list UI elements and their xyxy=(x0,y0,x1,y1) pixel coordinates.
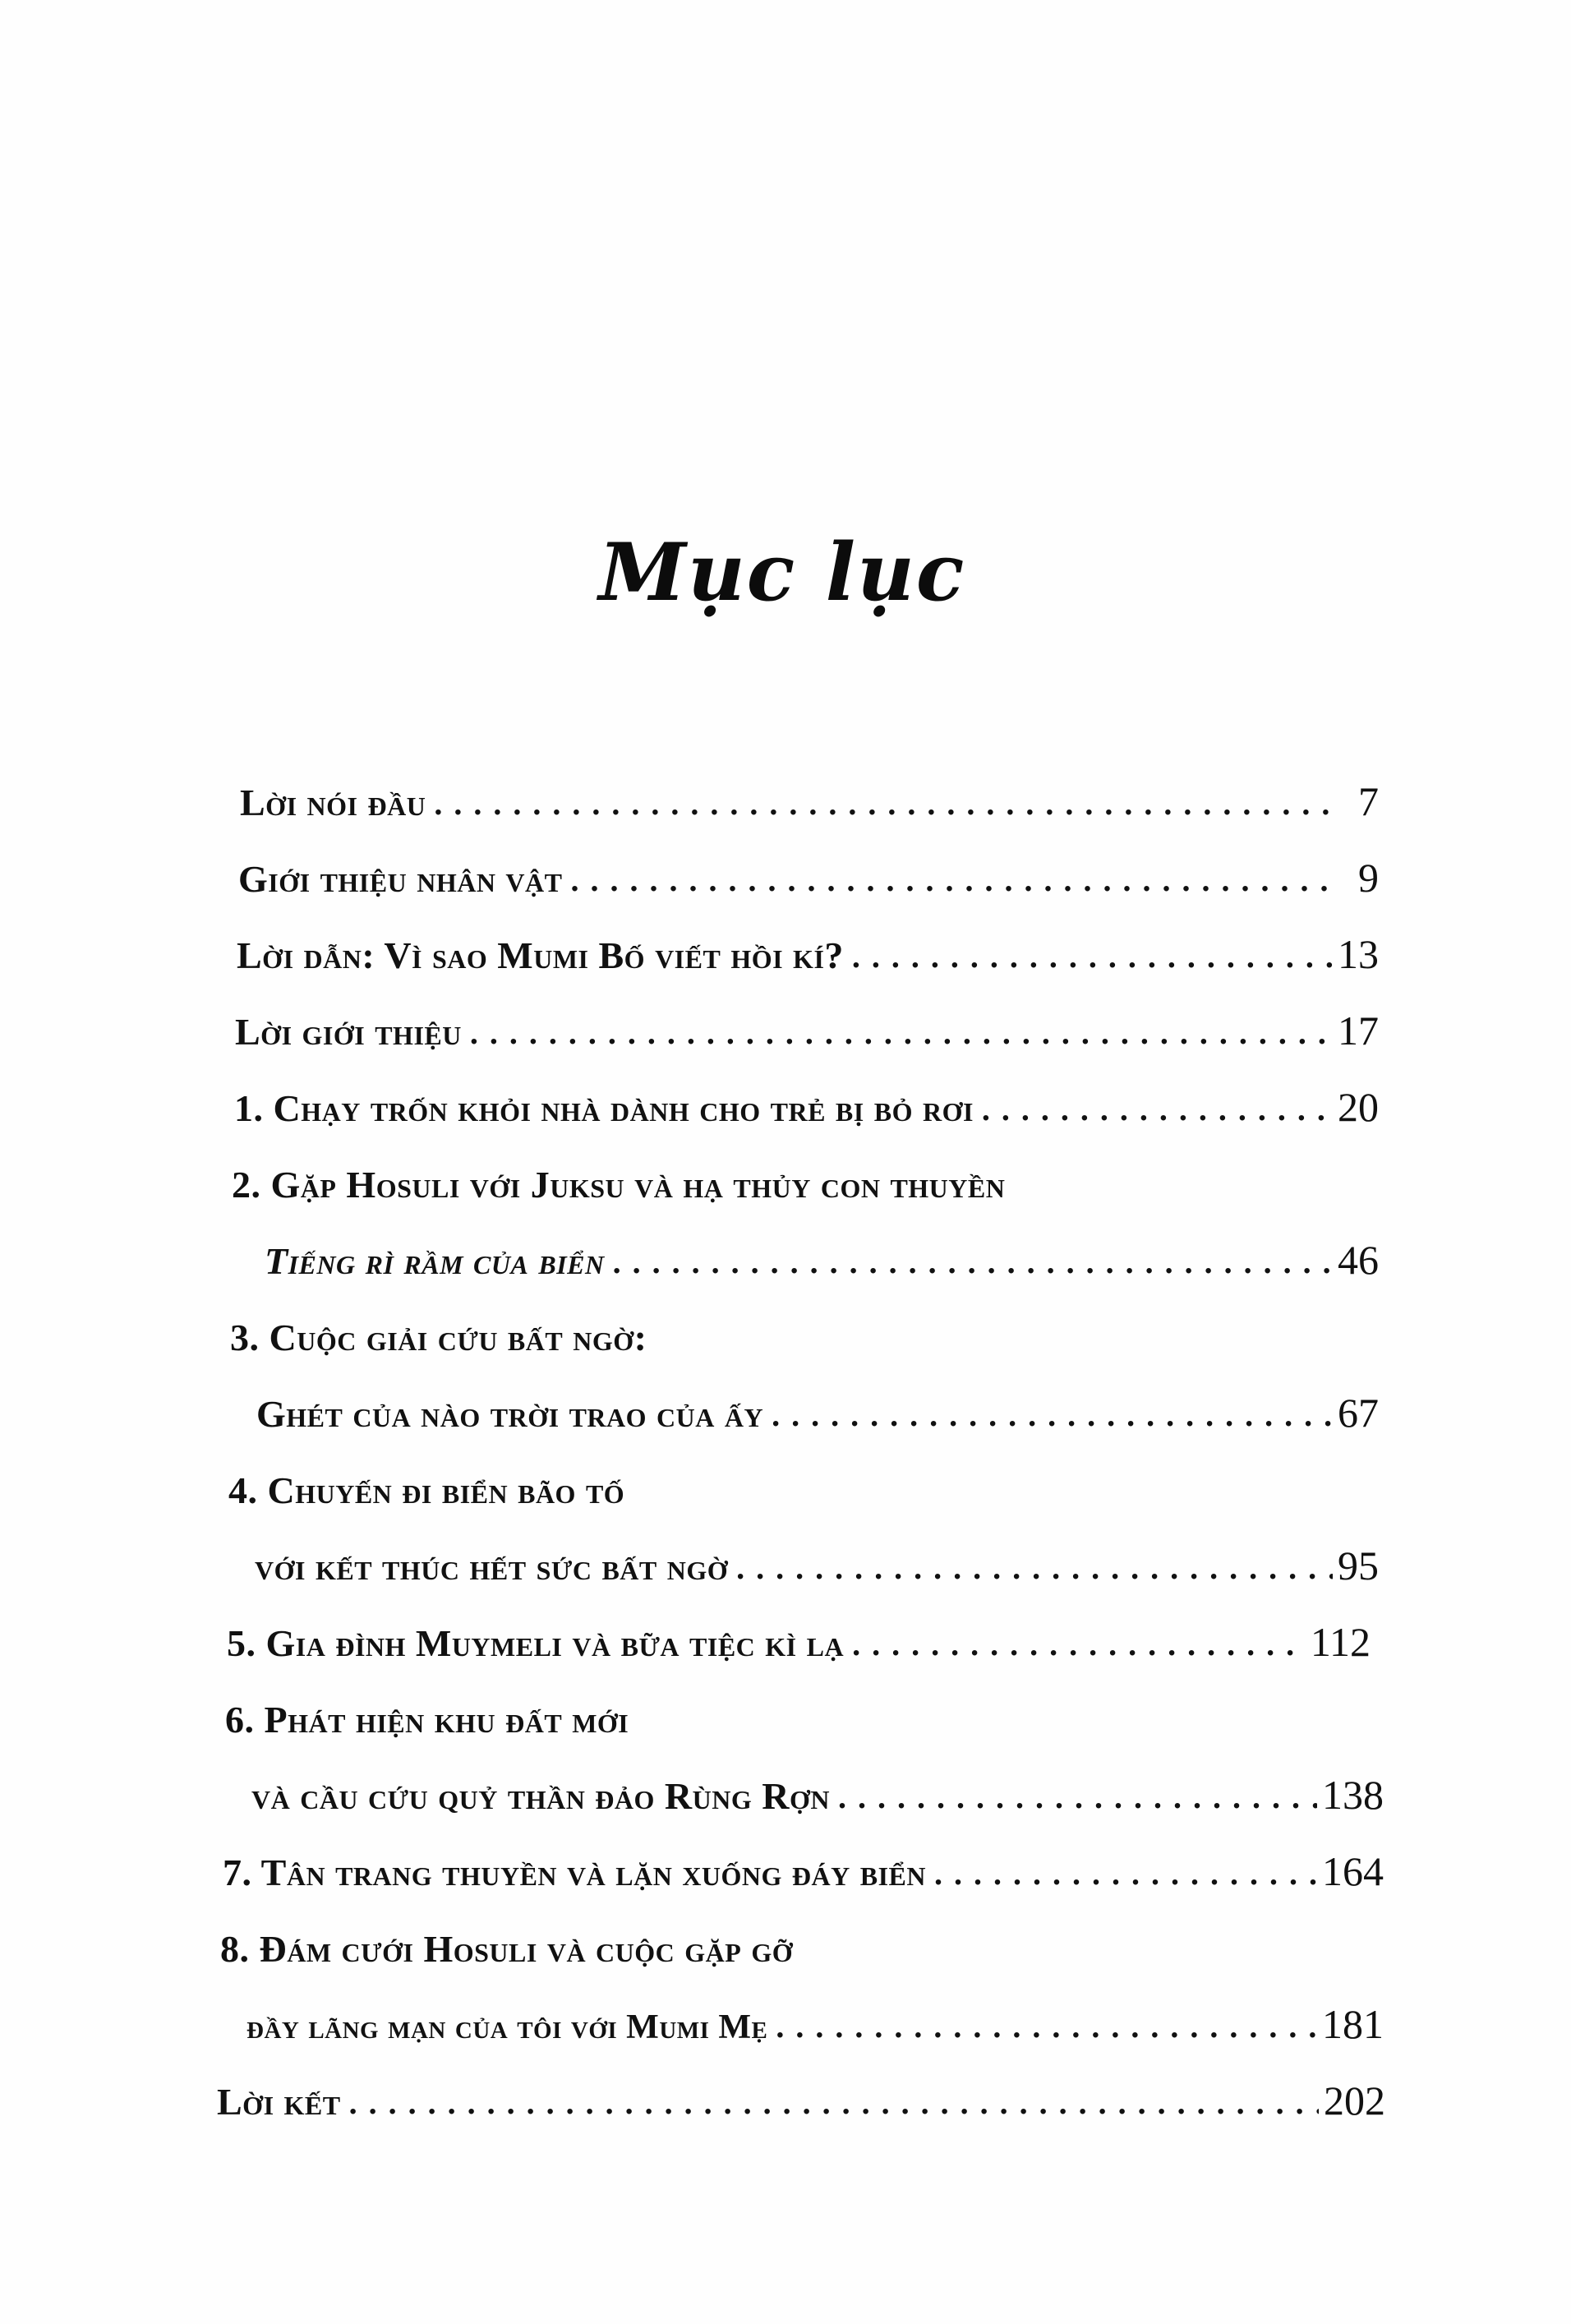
dot-leader xyxy=(934,1857,1317,1890)
toc-entry-gioi-thieu-nhan-vat[interactable] xyxy=(238,841,1379,901)
toc-entry-label: 8. Đám cưới Hosuli và cuộc gặp gỡ xyxy=(220,1928,794,1970)
toc-entry-chapter-2[interactable] xyxy=(265,1223,1379,1283)
dot-leader xyxy=(852,940,1333,973)
dot-leader xyxy=(776,2010,1317,2043)
toc-entry-label: Lời nói đầu xyxy=(240,782,426,823)
toc-entry-label: Lời dẫn: Vì sao Mumi Bố viết hồi kí? xyxy=(237,934,844,976)
toc-entry-chapter-7[interactable] xyxy=(223,1834,1384,1892)
toc-entry-label: 6. Phát hiện khu đất mới xyxy=(225,1699,629,1741)
dot-leader xyxy=(982,1093,1333,1126)
toc-entry-label: 5. Gia đình Muymeli và bữa tiệc kì lạ xyxy=(227,1622,845,1664)
toc-entry-chapter-4[interactable] xyxy=(255,1529,1379,1589)
toc-entry-label: 7. Tân trang thuyền và lặn xuống đáy biển xyxy=(223,1851,927,1893)
toc-page-number: 20 xyxy=(1338,1084,1379,1130)
toc-page-number: 67 xyxy=(1338,1390,1379,1436)
dot-leader xyxy=(838,1781,1317,1814)
dot-leader xyxy=(470,1017,1333,1049)
toc-entry-continuation: đầy lãng mạn của tôi với Mumi Mẹ xyxy=(246,2008,768,2046)
dot-leader xyxy=(571,864,1342,897)
toc-entry-continuation: và cầu cứu quỷ thần đảo Rùng Rợn xyxy=(251,1775,830,1817)
toc-entry-label: 2. Gặp Hosuli với Juksu và hạ thủy con thuyền xyxy=(232,1164,1006,1206)
toc-entry-label: Giới thiệu nhân vật xyxy=(238,858,563,900)
toc-entry-label: 1. Chạy trốn khỏi nhà dành cho trẻ bị bỏ rơi xyxy=(234,1087,974,1129)
toc-entry-label: 4. Chuyến đi biển bão tố xyxy=(228,1469,625,1511)
toc-page-number: 46 xyxy=(1338,1237,1379,1283)
toc-entry-chapter-8-title[interactable] xyxy=(220,1911,1384,1968)
toc-entry-chapter-8[interactable] xyxy=(246,1987,1384,2045)
toc-entry-chapter-2-title[interactable] xyxy=(232,1146,1379,1204)
toc-page-number: 7 xyxy=(1358,778,1379,824)
toc-entry-chapter-4-title[interactable] xyxy=(228,1452,1379,1510)
toc-page-number: 164 xyxy=(1322,1848,1384,1894)
toc-entry-chapter-6[interactable] xyxy=(251,1758,1384,1818)
toc-entry-chapter-5[interactable] xyxy=(227,1605,1371,1665)
dot-leader xyxy=(736,1552,1333,1584)
toc-entry-label: 3. Cuộc giải cứu bất ngờ: xyxy=(230,1316,647,1358)
toc-entry-loi-ket[interactable] xyxy=(217,2063,1385,2121)
toc-entry-continuation: Tiếng rì rầm của biển xyxy=(265,1240,605,1282)
toc-entry-label: Lời giới thiệu xyxy=(235,1011,462,1053)
toc-page-number: 9 xyxy=(1358,855,1379,901)
toc-entry-continuation: với kết thúc hết sức bất ngờ xyxy=(255,1546,729,1588)
toc-entry-chapter-6-title[interactable] xyxy=(225,1681,1379,1739)
page-title: Mục lục xyxy=(598,526,966,619)
dot-leader xyxy=(613,1246,1333,1279)
toc-entry-chapter-1[interactable] xyxy=(234,1070,1379,1130)
toc-entry-loi-noi-dau[interactable] xyxy=(240,764,1379,822)
toc-page-number: 138 xyxy=(1322,1772,1384,1818)
toc-entry-chapter-3-title[interactable] xyxy=(230,1299,1379,1357)
toc-entry-chapter-3[interactable] xyxy=(256,1376,1379,1436)
toc-page-number: 13 xyxy=(1338,931,1379,977)
dot-leader xyxy=(434,787,1341,820)
toc-entry-loi-gioi-thieu[interactable] xyxy=(235,994,1379,1054)
toc-entry-loi-dan[interactable] xyxy=(237,917,1379,975)
toc-page-number: 202 xyxy=(1324,2077,1385,2123)
toc-page-number: 17 xyxy=(1338,1008,1379,1054)
toc-page-number: 181 xyxy=(1322,2001,1384,2047)
dot-leader xyxy=(349,2087,1319,2119)
dot-leader xyxy=(852,1628,1306,1661)
toc-entry-continuation: Ghét của nào trời trao của ấy xyxy=(256,1393,764,1435)
toc-page-number: 112 xyxy=(1310,1619,1371,1665)
toc-page-number: 95 xyxy=(1338,1542,1379,1589)
dot-leader xyxy=(772,1399,1333,1432)
toc-entry-label: Lời kết xyxy=(217,2081,341,2123)
